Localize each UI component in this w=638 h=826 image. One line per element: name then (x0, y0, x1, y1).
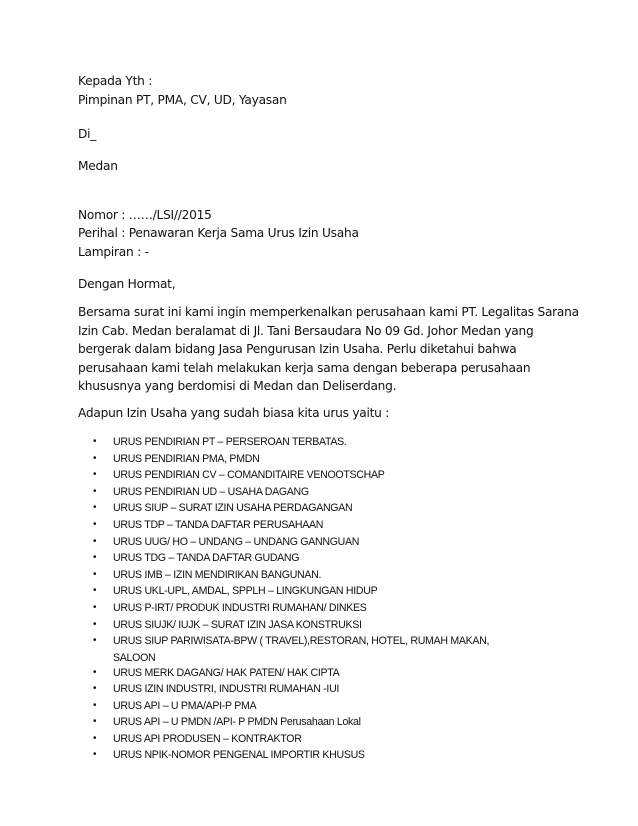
list-item: • URUS IMB – IZIN MENDIRIKAN BANGUNAN. (0, 567, 489, 584)
bullet-icon: • (93, 452, 97, 464)
salutation: Dengan Hormat, (78, 277, 176, 291)
di-line: Di_ (78, 127, 97, 141)
bullet-icon: • (93, 699, 97, 711)
list-item: • URUS NPIK-NOMOR PENGENAL IMPORTIR KHUSUS (0, 747, 489, 764)
bullet-icon: • (93, 732, 97, 744)
bullet-icon: • (93, 518, 97, 530)
list-item: • URUS SIUP PARIWISATA-BPW ( TRAVEL),RESTORAN, HOTEL, RUMAH MAKAN, SALOON (93, 635, 490, 664)
list-item: • URUS IZIN INDUSTRI, INDUSTRI RUMAHAN -IUI (0, 681, 489, 698)
bullet-icon: • (93, 749, 97, 761)
bullet-icon: • (93, 469, 97, 481)
bullet-icon: • (93, 502, 97, 514)
bullet-icon: • (93, 535, 97, 547)
bullet-icon: • (93, 716, 97, 728)
list-item: • URUS PENDIRIAN PT – PERSEROAN TERBATAS. (0, 434, 489, 451)
list-item: • URUS TDG – TANDA DAFTAR GUDANG (0, 550, 489, 567)
recipient-line: Pimpinan PT, PMA, CV, UD, Yayasan (78, 93, 287, 107)
list-item: • URUS PENDIRIAN UD – USAHA DAGANG (0, 484, 489, 501)
list-item: • URUS PENDIRIAN CV – COMANDITAIRE VENOOTSCHAP (0, 467, 489, 484)
list-item: • URUS API PRODUSEN – KONTRAKTOR (0, 731, 489, 748)
lampiran-line: Lampiran : - (78, 245, 149, 259)
izin-list (0, 434, 489, 764)
body-paragraph (78, 303, 579, 396)
city-line: Medan (78, 159, 118, 173)
body-line: perusahaan kami telah melakukan kerja sama dengan beberapa perusahaan (78, 360, 531, 375)
list-intro: Adapun Izin Usaha yang sudah biasa kita urus yaitu : (78, 406, 390, 420)
bullet-icon: • (93, 485, 97, 497)
perihal-line: Perihal : Penawaran Kerja Sama Urus Izin Usaha (78, 226, 359, 240)
list-item: • URUS TDP – TANDA DAFTAR PERUSAHAAN (0, 517, 489, 534)
list-item: • URUS SIUJK/ IUJK – SURAT IZIN JASA KONSTRUKSI (0, 617, 489, 634)
bullet-icon: • (93, 666, 97, 678)
nomor-line: Nomor : ……/LSI//2015 (78, 208, 212, 222)
bullet-icon: • (93, 585, 97, 597)
body-line: Izin Cab. Medan beralamat di Jl. Tani Bersaudara No 09 Gd. Johor Medan yang (78, 323, 534, 338)
bullet-icon: • (93, 618, 97, 630)
bullet-icon: • (93, 683, 97, 695)
list-item: • URUS P-IRT/ PRODUK INDUSTRI RUMAHAN/ DINKES (0, 600, 489, 617)
list-item: • URUS API – U PMA/API-P PMA (0, 698, 489, 715)
list-item: • URUS UUG/ HO – UNDANG – UNDANG GANNGUAN (0, 534, 489, 551)
list-item: • URUS MERK DAGANG/ HAK PATEN/ HAK CIPTA (0, 665, 489, 682)
bullet-icon: • (93, 635, 97, 647)
body-line: Bersama surat ini kami ingin memperkenalkan perusahaan kami PT. Legalitas Sarana (78, 305, 579, 319)
list-item: • URUS API – U PMDN /API- P PMDN Perusahaan Lokal (0, 714, 489, 731)
list-item: • URUS UKL-UPL, AMDAL, SPPLH – LINGKUNGAN HIDUP (0, 583, 489, 600)
body-line: khususnya yang berdomisi di Medan dan Deliserdang. (78, 379, 397, 394)
bullet-icon: • (93, 568, 97, 580)
recipient-label: Kepada Yth : (78, 74, 153, 88)
list-item: • URUS SIUP – SURAT IZIN USAHA PERDAGANGAN (0, 500, 489, 517)
bullet-icon: • (93, 552, 97, 564)
list-item: • URUS PENDIRIAN PMA, PMDN (0, 451, 489, 468)
body-line: bergerak dalam bidang Jasa Pengurusan Izin Usaha. Perlu diketahui bahwa (78, 342, 517, 357)
bullet-icon: • (93, 601, 97, 613)
bullet-icon: • (93, 436, 97, 447)
